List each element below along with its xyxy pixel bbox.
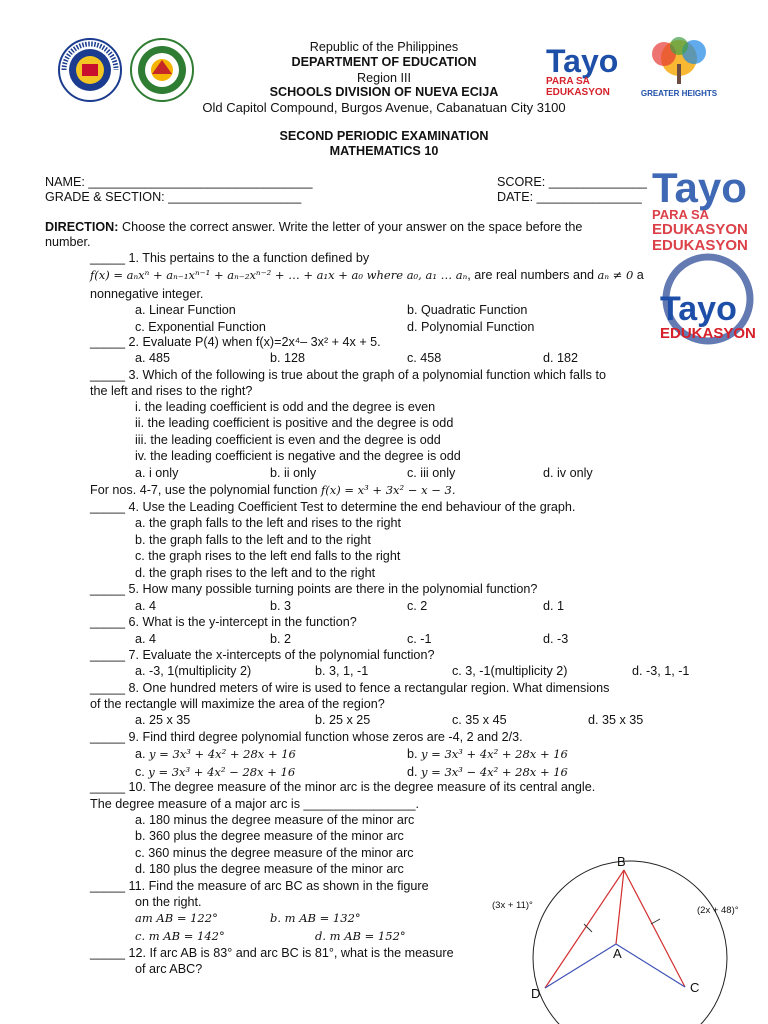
q8-option-d: d. 35 x 35 (588, 713, 644, 727)
q5-option-b: b. 3 (270, 599, 292, 613)
greater-heights-logo: GREATER HEIGHTS (634, 36, 724, 98)
q1-option-d: d. Polynomial Function (407, 320, 535, 334)
for-nos-text: For nos. 4-7, use the polynomial function (90, 483, 318, 497)
exam-subject: MATHEMATICS 10 (329, 144, 439, 158)
tayo-watermark-2 (660, 292, 768, 342)
score-field: SCORE: ______________ (497, 175, 647, 189)
q3-option-c: c. iii only (407, 466, 456, 480)
q9-b-letter: b. (407, 747, 418, 761)
question-9: _____ 9. Find third degree polynomial function whose zeros are -4, 2 and 2/3. (90, 730, 523, 744)
question-1-formula-line (90, 268, 644, 283)
q3-statement-i: i. the leading coefficient is odd and the degree is even (135, 400, 436, 414)
label-c: C (690, 980, 700, 995)
tick-right (651, 919, 660, 924)
watermark-tayo-2: Tayo (660, 290, 737, 328)
header-region: Region III (357, 71, 411, 85)
question-4: _____ 4. Use the Leading Coefficient Test to determine the end behaviour of the graph. (90, 500, 576, 514)
watermark-edukasyon-2: EDUKASYON (652, 237, 748, 254)
q7-option-b: b. 3, 1, -1 (315, 664, 369, 678)
segment-ad (545, 944, 616, 988)
header-republic: Republic of the Philippines (309, 40, 459, 54)
q8-option-a: a. 25 x 35 (135, 713, 191, 727)
q1-cont: , are real numbers and (467, 268, 594, 282)
direction-text-2: number. (45, 235, 91, 249)
question-8: _____ 8. One hundred meters of wire is used to fence a rectangular region. What dimensions (90, 681, 610, 695)
q3-option-d: d. iv only (543, 466, 593, 480)
q9-b-formula: y = 3x³ + 4x² + 28x + 16 (421, 747, 568, 761)
q10-option-a: a. 180 minus the degree measure of the minor arc (135, 813, 415, 827)
question-7: _____ 7. Evaluate the x-intercepts of the polynomial function? (90, 648, 435, 662)
header-division: SCHOOLS DIVISION OF NUEVA ECIJA (269, 85, 499, 99)
q1-option-c: c. Exponential Function (135, 320, 266, 334)
question-2: _____ 2. Evaluate P(4) when f(x)=2x⁴– 3x² + 4x + 5. (90, 335, 381, 349)
watermark-tayo: Tayo (652, 164, 747, 211)
for-nos-4-7 (90, 483, 455, 498)
q10-option-c: c. 360 minus the degree measure of the minor arc (135, 846, 414, 860)
q3-option-b: b. ii only (270, 466, 317, 480)
q1-condition: aₙ ≠ 0 (597, 268, 634, 282)
q1-option-a: a. Linear Function (135, 303, 236, 317)
exam-title: SECOND PERIODIC EXAMINATION (279, 129, 489, 143)
q1-option-b: b. Quadratic Function (407, 303, 528, 317)
question-11: _____ 11. Find the measure of arc BC as shown in the figure (90, 879, 429, 893)
question-6: _____ 6. What is the y-intercept in the function? (90, 615, 357, 629)
q8-option-c: c. 35 x 45 (452, 713, 507, 727)
q4-option-b: b. the graph falls to the left and to the right (135, 533, 371, 547)
q9-d-letter: d. (407, 765, 418, 779)
header-deped: DEPARTMENT OF EDUCATION (291, 55, 477, 69)
name-field: NAME: ________________________________ (45, 175, 313, 189)
label-b: B (617, 854, 626, 869)
segment-ac (616, 944, 685, 987)
q11-option-d: d. m AB = 152° (315, 929, 406, 943)
question-1: _____ 1. This pertains to the a function defined by (90, 251, 370, 265)
question-3-line2: the left and rises to the right? (90, 384, 253, 398)
q6-option-d: d. -3 (543, 632, 569, 646)
q10-option-d: d. 180 plus the degree measure of the minor arc (135, 862, 404, 876)
arc-right-label: (2x + 48)° (697, 905, 739, 916)
q2-option-d: d. 182 (543, 351, 579, 365)
figure-circle (533, 861, 727, 1024)
q9-d-formula: y = 3x³ − 4x² + 28x + 16 (421, 765, 568, 779)
q6-option-b: b. 2 (270, 632, 292, 646)
question-3: _____ 3. Which of the following is true about the graph of a polynomial function which falls to (90, 368, 606, 382)
label-a: A (613, 946, 622, 961)
date-field: DATE: _______________ (497, 190, 642, 204)
segment-ba-left (545, 870, 624, 988)
grade-section-field: GRADE & SECTION: ___________________ (45, 190, 302, 204)
direction-label: DIRECTION: (45, 220, 119, 234)
q7-option-c: c. 3, -1(multiplicity 2) (452, 664, 568, 678)
q11-option-c: c. m AB = 142° (135, 929, 225, 943)
q3-statement-iv: iv. the leading coefficient is negative and the degree is odd (135, 449, 461, 463)
arc-left-label: (3x + 11)° (492, 900, 533, 911)
header-address: Old Capitol Compound, Burgos Avenue, Cabanatuan City 3100 (202, 100, 566, 115)
direction-text (45, 220, 582, 235)
q9-c-letter: c. (135, 765, 145, 779)
question-10: _____ 10. The degree measure of the minor arc is the degree measure of its central angle. (90, 780, 596, 794)
question-12-line2: of arc ABC? (135, 962, 203, 976)
question-8-line2: of the rectangle will maximize the area of the region? (90, 697, 385, 711)
q9-c-formula: y = 3x³ + 4x² − 28x + 16 (148, 765, 296, 779)
q3-statement-iii: iii. the leading coefficient is even and the degree is odd (135, 433, 441, 447)
question-5: _____ 5. How many possible turning points are there in the polynomial function? (90, 582, 538, 596)
q9-a-formula: y = 3x³ + 4x² + 28x + 16 (149, 747, 296, 761)
q8-option-b: b. 25 x 25 (315, 713, 371, 727)
q3-option-a: a. i only (135, 466, 179, 480)
q4-option-c: c. the graph rises to the left end falls to the right (135, 549, 401, 563)
direction-body: Choose the correct answer. Write the letter of your answer on the space before the (121, 220, 583, 234)
q4-option-d: d. the graph rises to the left and to the right (135, 566, 376, 580)
watermark-edukasyon-1: EDUKASYON (652, 221, 748, 238)
q6-option-a: a. 4 (135, 632, 157, 646)
watermark-para-sa: PARA SA (652, 207, 710, 222)
q4-option-a: a. the graph falls to the left and rises to the right (135, 516, 402, 530)
q1-formula: f(x) = aₙxⁿ + aₙ₋₁xⁿ⁻¹ + aₙ₋₂xⁿ⁻² + … + a₁x + a₀ where a₀, a₁ … aₙ (90, 268, 468, 282)
q2-option-b: b. 128 (270, 351, 306, 365)
question-1-line3: nonnegative integer. (90, 287, 204, 301)
q5-option-a: a. 4 (135, 599, 157, 613)
watermark-edukasyon-3: EDUKASYON (660, 325, 756, 342)
circle-figure (492, 852, 768, 1024)
q2-option-a: a. 485 (135, 351, 171, 365)
for-nos-formula: f(x) = x³ + 3x² − x − 3. (321, 483, 456, 497)
q9-option-b (407, 747, 568, 762)
q9-option-d (407, 765, 568, 780)
q3-statement-ii: ii. the leading coefficient is positive and the degree is odd (135, 416, 454, 430)
q7-option-a: a. -3, 1(multiplicity 2) (135, 664, 252, 678)
q7-option-d: d. -3, 1, -1 (632, 664, 690, 678)
q11-option-b: b. m AB = 132° (270, 911, 361, 925)
q6-option-c: c. -1 (407, 632, 432, 646)
q10-option-b: b. 360 plus the degree measure of the minor arc (135, 829, 404, 843)
question-12: _____ 12. If arc AB is 83° and arc BC is 81°, what is the measure (90, 946, 454, 960)
q2-option-c: c. 458 (407, 351, 442, 365)
q11-option-a: am AB = 122° (135, 911, 218, 925)
q5-option-d: d. 1 (543, 599, 565, 613)
question-10-line2: The degree measure of a major arc is ________________. (90, 797, 420, 811)
label-d: D (531, 986, 541, 1001)
segment-bc (624, 870, 685, 987)
q9-a-letter: a. (135, 747, 146, 761)
q9-option-c (135, 765, 295, 780)
q1-cont2: a (636, 268, 644, 282)
q9-option-a (135, 747, 296, 762)
q5-option-c: c. 2 (407, 599, 428, 613)
tayo-logo: Tayo PARA SA EDUKASYON (546, 43, 619, 98)
question-11-line2: on the right. (135, 895, 202, 909)
